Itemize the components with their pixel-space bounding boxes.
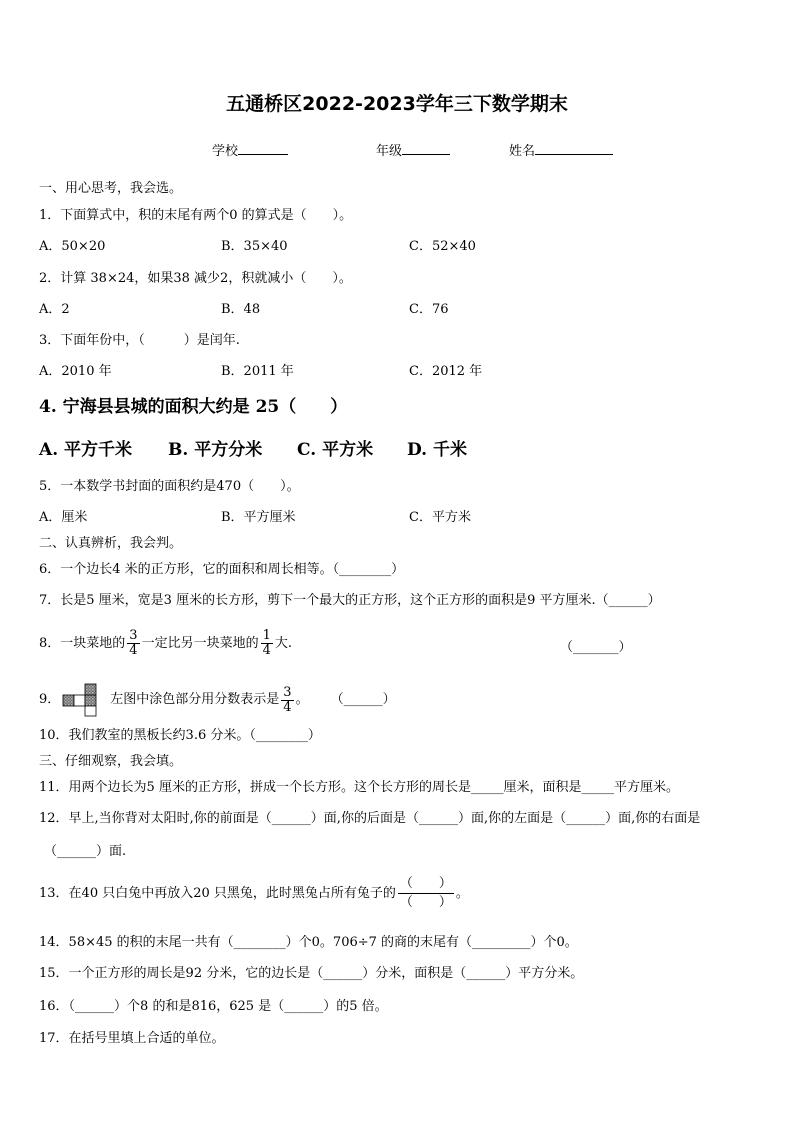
grade-field — [376, 141, 450, 160]
q8-text-pre: 8．一块菜地的 — [39, 635, 126, 651]
q8-fraction-1-denominator: 4 — [129, 643, 138, 658]
q13-text-post: 。 — [455, 885, 469, 901]
q13-numerator-blank[interactable]: （ ） — [399, 876, 452, 891]
name-field — [509, 141, 613, 160]
question-13 — [39, 875, 469, 912]
question-15: 15．一个正方形的周长是92 分米，它的边长是（______）分米，面积是（______）平方分米。 — [39, 966, 584, 981]
q13-denominator-blank[interactable]: （ ） — [399, 895, 452, 910]
q8-fraction-1-numerator: 3 — [129, 628, 138, 643]
q8-answer-blank[interactable]: （_______） — [560, 640, 632, 655]
question-2: 2．计算 38×24，如果38 减少2，积就减小（ ）。 — [39, 271, 352, 286]
question-7: 7．长是5 厘米，宽是3 厘米的长方形，剪下一个最大的正方形，这个正方形的面积是9 平方厘米.（______） — [39, 593, 661, 608]
question-11: 11．用两个边长为5 厘米的正方形，拼成一个长方形。这个长方形的周长是_____厘米，面积是_____平方厘米。 — [39, 780, 679, 795]
q5-option-c[interactable]: C．平方米 — [409, 510, 471, 525]
question-4: 4. 宁海县县城的面积大约是 25（ ） — [39, 397, 348, 417]
grid-cell-empty — [85, 706, 96, 716]
q3-option-c[interactable]: C．2012 年 — [409, 364, 483, 379]
q4-option-b[interactable]: B. 平方分米 — [168, 440, 263, 460]
section-3-heading: 三、仔细观察，我会填。 — [39, 754, 183, 769]
q8-fraction-2 — [261, 629, 273, 658]
question-3: 3．下面年份中，（ ）是闰年. — [39, 333, 240, 348]
question-10: 10．我们教室的黑板长约3.6 分米。（________） — [39, 728, 321, 743]
q9-number: 9． — [39, 692, 61, 707]
q8-text-post: 大. — [274, 635, 292, 651]
grade-label: 年级 — [376, 144, 403, 159]
question-14: 14．58×45 的积的末尾一共有（________）个0。706÷7 的商的末尾有（_________）个0。 — [39, 935, 578, 950]
q4-option-c[interactable]: C. 平方米 — [297, 440, 374, 460]
question-9 — [39, 683, 396, 717]
q4-option-a[interactable]: A. 平方千米 — [39, 440, 133, 460]
question-1: 1．下面算式中，积的末尾有两个0 的算式是（ ）。 — [39, 208, 353, 223]
q5-option-b[interactable]: B．平方厘米 — [221, 510, 296, 525]
q5-option-a[interactable]: A．厘米 — [39, 510, 88, 525]
q8-fraction-1 — [127, 629, 139, 658]
q9-fraction — [281, 686, 293, 715]
q9-text-post: 。 — [295, 692, 309, 707]
q4-option-d[interactable]: D. 千米 — [407, 440, 467, 460]
q2-option-a[interactable]: A．2 — [39, 302, 70, 317]
q8-fraction-2-denominator: 4 — [262, 643, 271, 658]
q13-fraction-blank[interactable] — [398, 875, 454, 912]
q9-answer-blank[interactable]: （______） — [330, 692, 396, 707]
q3-option-a[interactable]: A．2010 年 — [39, 364, 112, 379]
q2-option-b[interactable]: B．48 — [221, 302, 261, 317]
q1-option-b[interactable]: B．35×40 — [221, 239, 288, 254]
question-8 — [39, 629, 292, 658]
q8-text-mid: 一定比另一块菜地的 — [141, 635, 259, 651]
section-2-heading: 二、认真辨析，我会判。 — [39, 536, 183, 551]
name-label: 姓名 — [509, 144, 536, 159]
school-field — [212, 141, 288, 160]
q13-text: 13．在40 只白兔中再放入20 只黑兔，此时黑兔占所有兔子的 — [39, 885, 396, 901]
grade-blank[interactable] — [402, 141, 450, 155]
grid-cell-shaded — [85, 684, 96, 695]
question-6: 6．一个边长4 米的正方形，它的面积和周长相等。（________） — [39, 562, 405, 577]
q2-option-c[interactable]: C．76 — [409, 302, 449, 317]
q9-text-pre: 左图中涂色部分用分数表示是 — [110, 692, 280, 707]
question-16: 16．（______）个8 的和是816，625 是（______）的5 倍。 — [39, 999, 388, 1014]
name-blank[interactable] — [535, 141, 613, 155]
school-blank[interactable] — [238, 141, 288, 155]
q9-fraction-numerator: 3 — [283, 684, 292, 700]
question-5: 5．一本数学书封面的面积约是470（ ）。 — [39, 479, 300, 494]
school-label: 学校 — [212, 144, 239, 159]
grid-cell-shaded — [63, 695, 74, 706]
question-12: 12．早上,当你背对太阳时,你的前面是（______）面,你的后面是（______）面,你的左面是（______）面,你的右面是 — [39, 811, 701, 826]
page-title: 五通桥区2022-2023学年三下数学期末 — [226, 93, 568, 115]
question-17: 17．在括号里填上合适的单位。 — [39, 1031, 225, 1046]
q9-fraction-denominator: 4 — [283, 699, 292, 715]
grid-cell-shaded — [85, 695, 96, 706]
q8-fraction-2-numerator: 1 — [262, 628, 271, 643]
section-1-heading: 一、用心思考，我会选。 — [39, 181, 183, 196]
q3-option-b[interactable]: B．2011 年 — [221, 364, 294, 379]
question-12-continued: （______）面. — [44, 844, 127, 859]
shaded-grid-figure — [62, 683, 108, 717]
grid-cell-empty — [74, 695, 85, 706]
q1-option-c[interactable]: C．52×40 — [409, 239, 476, 254]
q1-option-a[interactable]: A．50×20 — [39, 239, 106, 254]
